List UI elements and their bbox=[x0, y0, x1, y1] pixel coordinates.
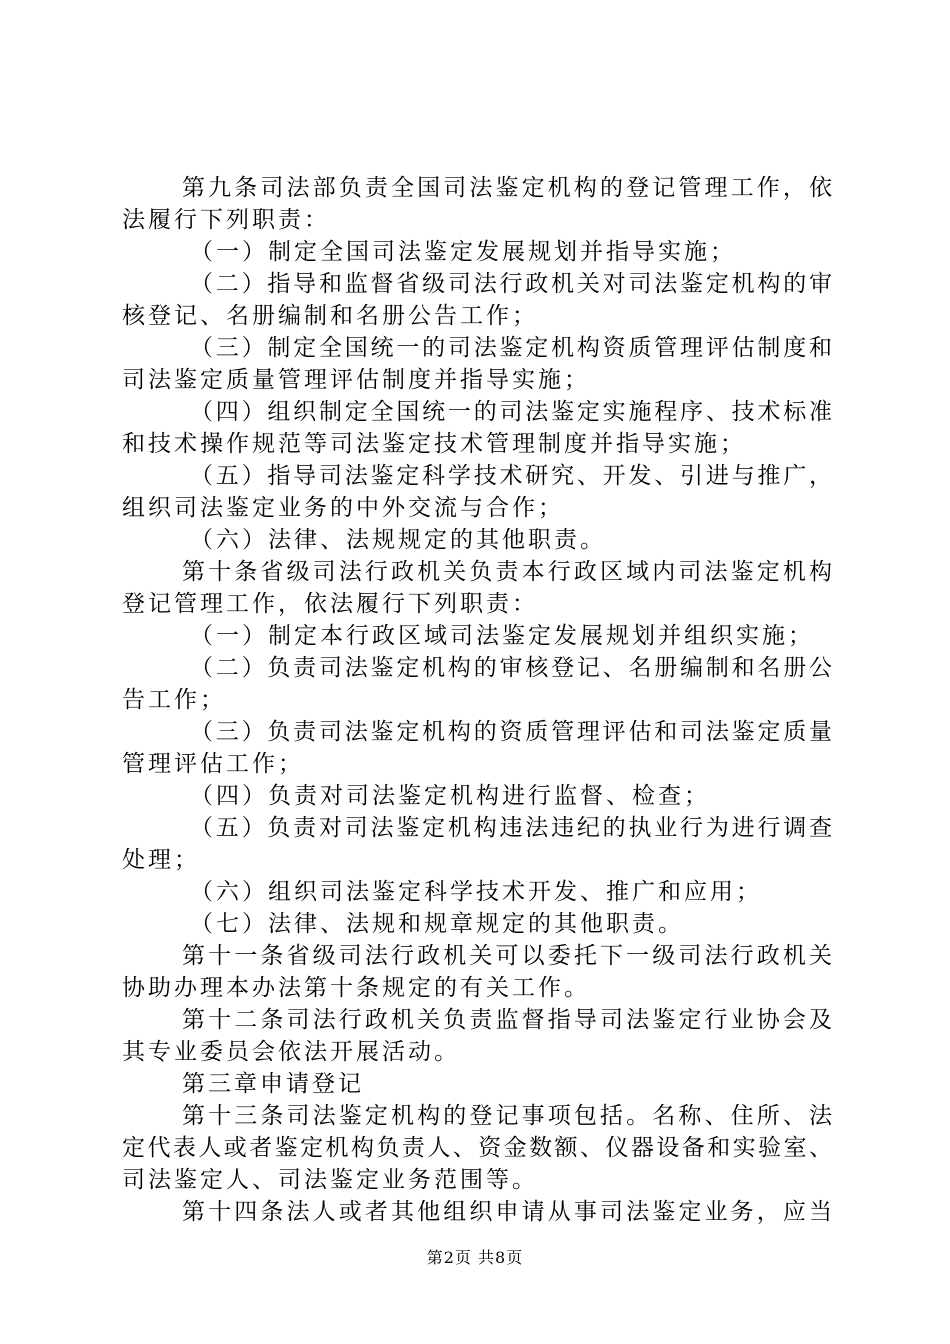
text-line: 管理评估工作； bbox=[122, 751, 304, 777]
text-line: 组织司法鉴定业务的中外交流与合作； bbox=[122, 495, 564, 521]
text-line: 核登记、名册编制和名册公告工作； bbox=[122, 303, 538, 329]
text-line: 第九条司法部负责全国司法鉴定机构的登记管理工作，依 bbox=[182, 175, 832, 201]
text-line: （五）负责对司法鉴定机构违法违纪的执业行为进行调查 bbox=[190, 815, 832, 841]
text-line: （六）法律、法规规定的其他职责。 bbox=[190, 527, 606, 553]
text-line: （四）负责对司法鉴定机构进行监督、检查； bbox=[190, 783, 710, 809]
text-line: 第十一条省级司法行政机关可以委托下一级司法行政机关 bbox=[182, 943, 832, 969]
text-line: （六）组织司法鉴定科学技术开发、推广和应用； bbox=[190, 879, 762, 905]
text-line: 处理； bbox=[122, 847, 200, 873]
document-body bbox=[122, 172, 832, 1228]
text-line: （一）制定全国司法鉴定发展规划并指导实施； bbox=[190, 239, 736, 265]
text-line: 法履行下列职责： bbox=[122, 207, 330, 233]
text-line: 第十条省级司法行政机关负责本行政区域内司法鉴定机构 bbox=[182, 559, 832, 585]
text-line: 第十三条司法鉴定机构的登记事项包括。名称、住所、法 bbox=[182, 1103, 832, 1129]
text-line: 协助办理本办法第十条规定的有关工作。 bbox=[122, 975, 590, 1001]
text-line: 第十二条司法行政机关负责监督指导司法鉴定行业协会及 bbox=[182, 1007, 832, 1033]
text-line: 第三章申请登记 bbox=[182, 1071, 364, 1097]
text-line: 定代表人或者鉴定机构负责人、资金数额、仪器设备和实验室、 bbox=[122, 1135, 832, 1161]
text-line: 第十四条法人或者其他组织申请从事司法鉴定业务，应当 bbox=[182, 1199, 832, 1225]
page-footer: 第2页 共8页 bbox=[426, 1248, 524, 1267]
text-line: （三）制定全国统一的司法鉴定机构资质管理评估制度和 bbox=[190, 335, 832, 361]
text-line: 登记管理工作，依法履行下列职责： bbox=[122, 591, 538, 617]
text-line: 司法鉴定人、司法鉴定业务范围等。 bbox=[122, 1167, 538, 1193]
text-line: 和技术操作规范等司法鉴定技术管理制度并指导实施； bbox=[122, 431, 746, 457]
text-line: （一）制定本行政区域司法鉴定发展规划并组织实施； bbox=[190, 623, 814, 649]
text-line: 告工作； bbox=[122, 687, 226, 713]
text-line: （二）负责司法鉴定机构的审核登记、名册编制和名册公 bbox=[190, 655, 832, 681]
text-line: 司法鉴定质量管理评估制度并指导实施； bbox=[122, 367, 590, 393]
text-line: （二）指导和监督省级司法行政机关对司法鉴定机构的审 bbox=[190, 271, 832, 297]
text-line: （七）法律、法规和规章规定的其他职责。 bbox=[190, 911, 684, 937]
text-line: （四）组织制定全国统一的司法鉴定实施程序、技术标准 bbox=[190, 399, 832, 425]
text-line: （三）负责司法鉴定机构的资质管理评估和司法鉴定质量 bbox=[190, 719, 832, 745]
text-line: 其专业委员会依法开展活动。 bbox=[122, 1039, 460, 1065]
text-line: （五）指导司法鉴定科学技术研究、开发、引进与推广， bbox=[190, 463, 832, 489]
